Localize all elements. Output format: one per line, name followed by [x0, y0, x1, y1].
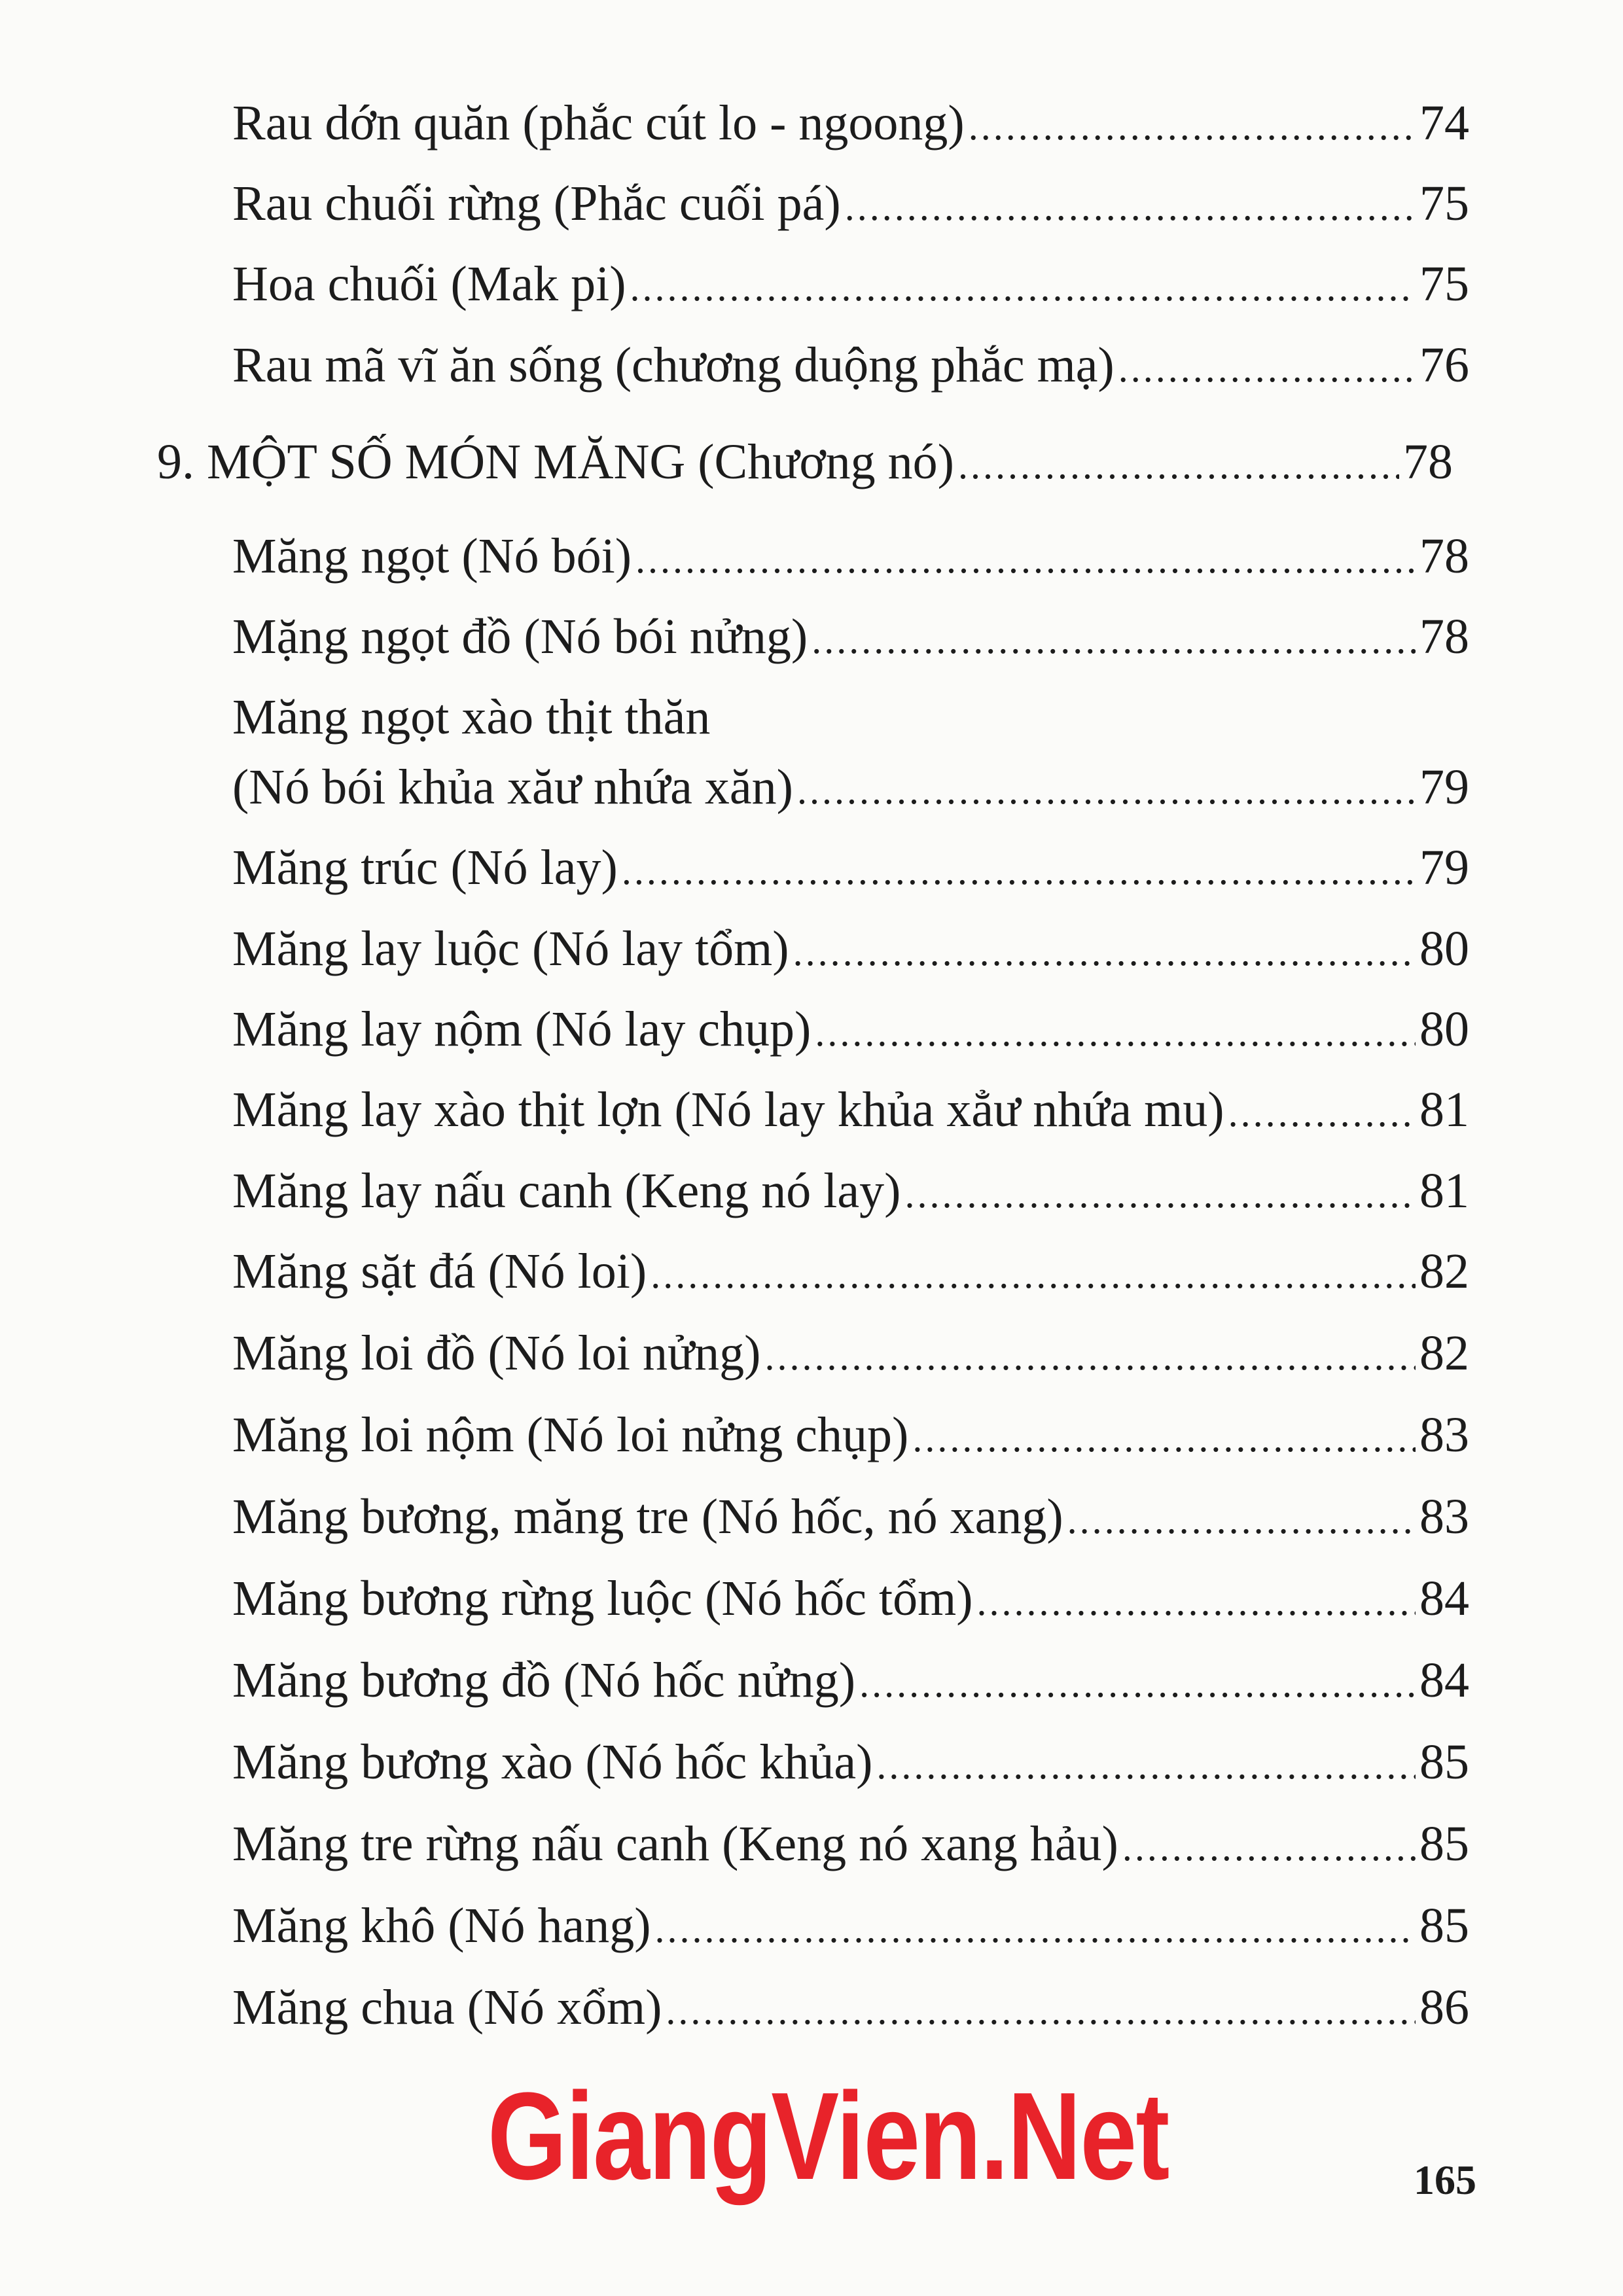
toc-entry: [232, 760, 1469, 815]
toc-entry: [232, 1163, 1469, 1218]
dot-leader: [1228, 1093, 1416, 1133]
toc-entry-page: 78: [1419, 609, 1469, 664]
toc-entry-page: 75: [1419, 176, 1469, 231]
toc-entry-page: 85: [1419, 1735, 1469, 1790]
toc-entry-label: Măng tre rừng nấu canh (Keng nó xang hảu): [232, 1816, 1118, 1871]
toc-entry-label: Rau dớn quăn (phắc cút lo - ngoong): [232, 96, 965, 150]
toc-entry-page: 81: [1419, 1082, 1469, 1137]
toc-entry-label: Măng bương, măng tre (Nó hốc, nó xang): [232, 1489, 1063, 1544]
toc-entry-label: Măng bương đồ (Nó hốc nửng): [232, 1653, 856, 1708]
toc-entry: [232, 1002, 1469, 1057]
toc-entry-page: 86: [1419, 1980, 1469, 2035]
toc-entry: [232, 1735, 1469, 1790]
toc-entry-label: Rau mã vĩ ăn sống (chương duộng phắc mạ): [232, 338, 1115, 393]
toc-entry-label: Măng lay xào thịt lợn (Nó lay khủa xẳư nhứa mu): [232, 1082, 1224, 1137]
toc-entry-page: 85: [1419, 1898, 1469, 1953]
toc-section-heading: [157, 434, 1453, 489]
toc-entry-page: 84: [1419, 1653, 1469, 1708]
toc-section-label: 9. MỘT SỐ MÓN MĂNG (Chương nó): [157, 434, 954, 489]
toc-entry-page: 74: [1419, 96, 1469, 150]
toc-entry-label: Măng chua (Nó xổm): [232, 1980, 662, 2035]
toc-entry: [232, 1816, 1469, 1871]
toc-entry: [232, 921, 1469, 976]
dot-leader: [969, 107, 1416, 146]
dot-leader: [977, 1582, 1416, 1621]
toc-entry: [232, 609, 1469, 664]
watermark-logo: GiangVien.Net: [488, 2067, 1169, 2206]
toc-entry: [232, 176, 1469, 231]
toc-entry: [232, 1653, 1469, 1708]
toc-entry-label: Măng ngọt (Nó bói): [232, 529, 632, 584]
toc-entry: [232, 256, 1469, 311]
toc-entry-label: Mặng ngọt đồ (Nó bói nửng): [232, 609, 808, 664]
dot-leader: [1118, 349, 1416, 388]
toc-entry-label: Hoa chuối (Mak pi): [232, 256, 626, 311]
dot-leader: [666, 1991, 1416, 2030]
dot-leader: [815, 1013, 1416, 1052]
toc-entry-label: Măng trúc (Nó lay): [232, 840, 618, 895]
toc-entry-label: Măng lay luộc (Nó lay tổm): [232, 921, 789, 976]
dot-leader: [958, 446, 1399, 485]
dot-leader: [793, 932, 1416, 972]
toc-entry: [232, 1489, 1469, 1544]
dot-leader: [876, 1746, 1416, 1785]
dot-leader: [1122, 1828, 1416, 1867]
toc-entry-label: Măng bương xào (Nó hốc khủa): [232, 1735, 873, 1790]
page-number: 165: [1414, 2157, 1476, 2203]
toc-entry-page: 78: [1403, 434, 1453, 489]
dot-leader: [655, 1909, 1416, 1949]
toc-entry-label: Măng bương rừng luộc (Nó hốc tổm): [232, 1571, 973, 1626]
dot-leader: [812, 620, 1416, 660]
dot-leader: [1067, 1500, 1416, 1540]
toc-entry-page: 78: [1419, 529, 1469, 584]
toc-entry-page: 84: [1419, 1571, 1469, 1626]
toc-entry-label: Măng loi nộm (Nó loi nửng chụp): [232, 1407, 909, 1462]
dot-leader: [764, 1337, 1416, 1376]
toc-entry-page: 79: [1419, 840, 1469, 895]
toc-entry-page: 79: [1419, 760, 1469, 815]
toc-entry: [232, 1326, 1469, 1381]
toc-entry-page: 80: [1419, 1002, 1469, 1057]
toc-entry: [232, 1980, 1469, 2035]
toc-entry-label: (Nó bói khủa xăư nhứa xăn): [232, 760, 793, 815]
dot-leader: [912, 1419, 1416, 1458]
dot-leader: [904, 1174, 1416, 1214]
toc-entry-label: Măng loi đồ (Nó loi nửng): [232, 1326, 761, 1381]
toc-entry-label: Măng sặt đá (Nó loi): [232, 1244, 647, 1299]
toc-entry: [232, 338, 1469, 393]
toc-entry-page: 83: [1419, 1407, 1469, 1462]
dot-leader: [859, 1664, 1416, 1703]
toc-entry: [232, 1244, 1469, 1299]
toc-entry-page: 82: [1419, 1326, 1469, 1381]
toc-entry-page: 81: [1419, 1163, 1469, 1218]
dot-leader: [651, 1255, 1416, 1294]
dot-leader: [845, 187, 1416, 226]
toc-entry: [232, 840, 1469, 895]
toc-entry-label: Măng lay nấu canh (Keng nó lay): [232, 1163, 901, 1218]
toc-entry: [232, 529, 1469, 584]
dot-leader: [622, 851, 1416, 891]
toc-entry-page: 76: [1419, 338, 1469, 393]
dot-leader: [635, 540, 1416, 579]
toc-entry-page: 83: [1419, 1489, 1469, 1544]
toc-entry: [232, 1407, 1469, 1462]
toc-entry: [232, 1571, 1469, 1626]
toc-entry-page: 82: [1419, 1244, 1469, 1299]
toc-entry-label: Măng lay nộm (Nó lay chụp): [232, 1002, 812, 1057]
toc-entry: [232, 1082, 1469, 1137]
toc-entry: [232, 1898, 1469, 1953]
dot-leader: [630, 268, 1416, 307]
toc-entry: [232, 98, 1469, 148]
toc-entry-page: 85: [1419, 1816, 1469, 1871]
toc-entry-label: Rau chuối rừng (Phắc cuối pá): [232, 176, 841, 231]
dot-leader: [797, 771, 1416, 810]
toc-entry-page: 80: [1419, 921, 1469, 976]
toc-entry-first-line: Măng ngọt xào thịt thăn: [232, 690, 711, 745]
toc-entry-label: Măng khô (Nó hang): [232, 1898, 651, 1953]
toc-entry-page: 75: [1419, 256, 1469, 311]
